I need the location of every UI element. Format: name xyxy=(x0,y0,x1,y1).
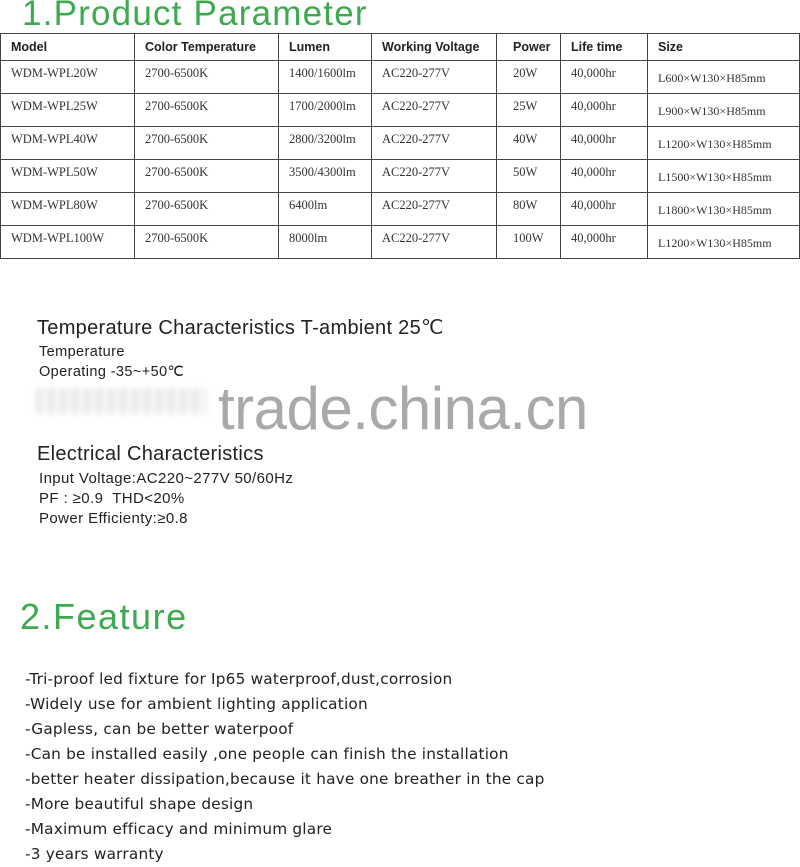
cell-lumen: 8000lm xyxy=(279,226,372,259)
cell-model: WDM-WPL25W xyxy=(1,94,135,127)
cell-color-temperature: 2700-6500K xyxy=(135,160,279,193)
cell-size: L600×W130×H85mm xyxy=(648,61,800,94)
column-header-color-temperature: Color Temperature xyxy=(135,34,279,61)
cell-color-temperature: 2700-6500K xyxy=(135,193,279,226)
cell-lumen: 3500/4300lm xyxy=(279,160,372,193)
cell-model: WDM-WPL80W xyxy=(1,193,135,226)
cell-working-voltage: AC220-277V xyxy=(372,226,497,259)
product-parameter-table xyxy=(0,33,800,259)
cell-power: 20W xyxy=(497,61,561,94)
cell-life-time: 40,000hr xyxy=(561,61,648,94)
cell-working-voltage: AC220-277V xyxy=(372,160,497,193)
table-row xyxy=(1,193,800,226)
cell-size: L1800×W130×H85mm xyxy=(648,193,800,226)
table-row xyxy=(1,226,800,259)
section-title-product-parameter: 1.Product Parameter xyxy=(22,0,368,33)
cell-working-voltage: AC220-277V xyxy=(372,193,497,226)
cell-model: WDM-WPL100W xyxy=(1,226,135,259)
temperature-characteristics-title: Temperature Characteristics T-ambient 25℃ xyxy=(37,317,444,339)
list-item: -Widely use for ambient lighting application xyxy=(25,695,368,713)
cell-lumen: 2800/3200lm xyxy=(279,127,372,160)
cell-model: WDM-WPL20W xyxy=(1,61,135,94)
cell-lumen: 6400lm xyxy=(279,193,372,226)
list-item: -better heater dissipation,because it have one breather in the cap xyxy=(25,770,545,788)
list-item: -Gapless, can be better waterpoof xyxy=(25,720,294,738)
cell-size: L900×W130×H85mm xyxy=(648,94,800,127)
blurred-region xyxy=(36,388,206,414)
cell-lumen: 1400/1600lm xyxy=(279,61,372,94)
cell-size: L1200×W130×H85mm xyxy=(648,226,800,259)
column-header-life-time: Life time xyxy=(561,34,648,61)
cell-color-temperature: 2700-6500K xyxy=(135,226,279,259)
section-title-feature: 2.Feature xyxy=(20,596,188,637)
operating-temperature: Operating -35~+50℃ xyxy=(39,364,185,380)
list-item: -3 years warranty xyxy=(25,845,164,863)
table-header-row xyxy=(1,34,800,61)
cell-power: 40W xyxy=(497,127,561,160)
table-row xyxy=(1,127,800,160)
power-efficiency: Power Efficienty:≥0.8 xyxy=(39,510,188,527)
column-header-size: Size xyxy=(648,34,800,61)
cell-model: WDM-WPL50W xyxy=(1,160,135,193)
cell-life-time: 40,000hr xyxy=(561,127,648,160)
cell-life-time: 40,000hr xyxy=(561,160,648,193)
temperature-label: Temperature xyxy=(39,344,125,360)
cell-power: 50W xyxy=(497,160,561,193)
table-row xyxy=(1,160,800,193)
feature-list xyxy=(25,667,544,867)
cell-life-time: 40,000hr xyxy=(561,193,648,226)
cell-lumen: 1700/2000lm xyxy=(279,94,372,127)
cell-life-time: 40,000hr xyxy=(561,226,648,259)
column-header-power: Power xyxy=(497,34,561,61)
cell-color-temperature: 2700-6500K xyxy=(135,61,279,94)
column-header-model: Model xyxy=(1,34,135,61)
table-row xyxy=(1,61,800,94)
cell-color-temperature: 2700-6500K xyxy=(135,127,279,160)
cell-working-voltage: AC220-277V xyxy=(372,94,497,127)
cell-power: 100W xyxy=(497,226,561,259)
column-header-lumen: Lumen xyxy=(279,34,372,61)
list-item: -Maximum efficacy and minimum glare xyxy=(25,820,333,838)
cell-life-time: 40,000hr xyxy=(561,94,648,127)
cell-power: 80W xyxy=(497,193,561,226)
watermark-text: trade.china.cn xyxy=(218,375,588,442)
list-item: -More beautiful shape design xyxy=(25,795,254,813)
cell-working-voltage: AC220-277V xyxy=(372,127,497,160)
cell-size: L1500×W130×H85mm xyxy=(648,160,800,193)
power-factor-thd: PF : ≥0.9 THD<20% xyxy=(39,490,185,507)
input-voltage: Input Voltage:AC220~277V 50/60Hz xyxy=(39,470,294,487)
column-header-working-voltage: Working Voltage xyxy=(372,34,497,61)
cell-size: L1200×W130×H85mm xyxy=(648,127,800,160)
cell-power: 25W xyxy=(497,94,561,127)
electrical-characteristics-title: Electrical Characteristics xyxy=(37,443,264,465)
list-item: -Can be installed easily ,one people can finish the installation xyxy=(25,745,509,763)
cell-color-temperature: 2700-6500K xyxy=(135,94,279,127)
table-row xyxy=(1,94,800,127)
cell-model: WDM-WPL40W xyxy=(1,127,135,160)
cell-working-voltage: AC220-277V xyxy=(372,61,497,94)
list-item: -Tri-proof led fixture for Ip65 waterproof,dust,corrosion xyxy=(25,670,453,688)
